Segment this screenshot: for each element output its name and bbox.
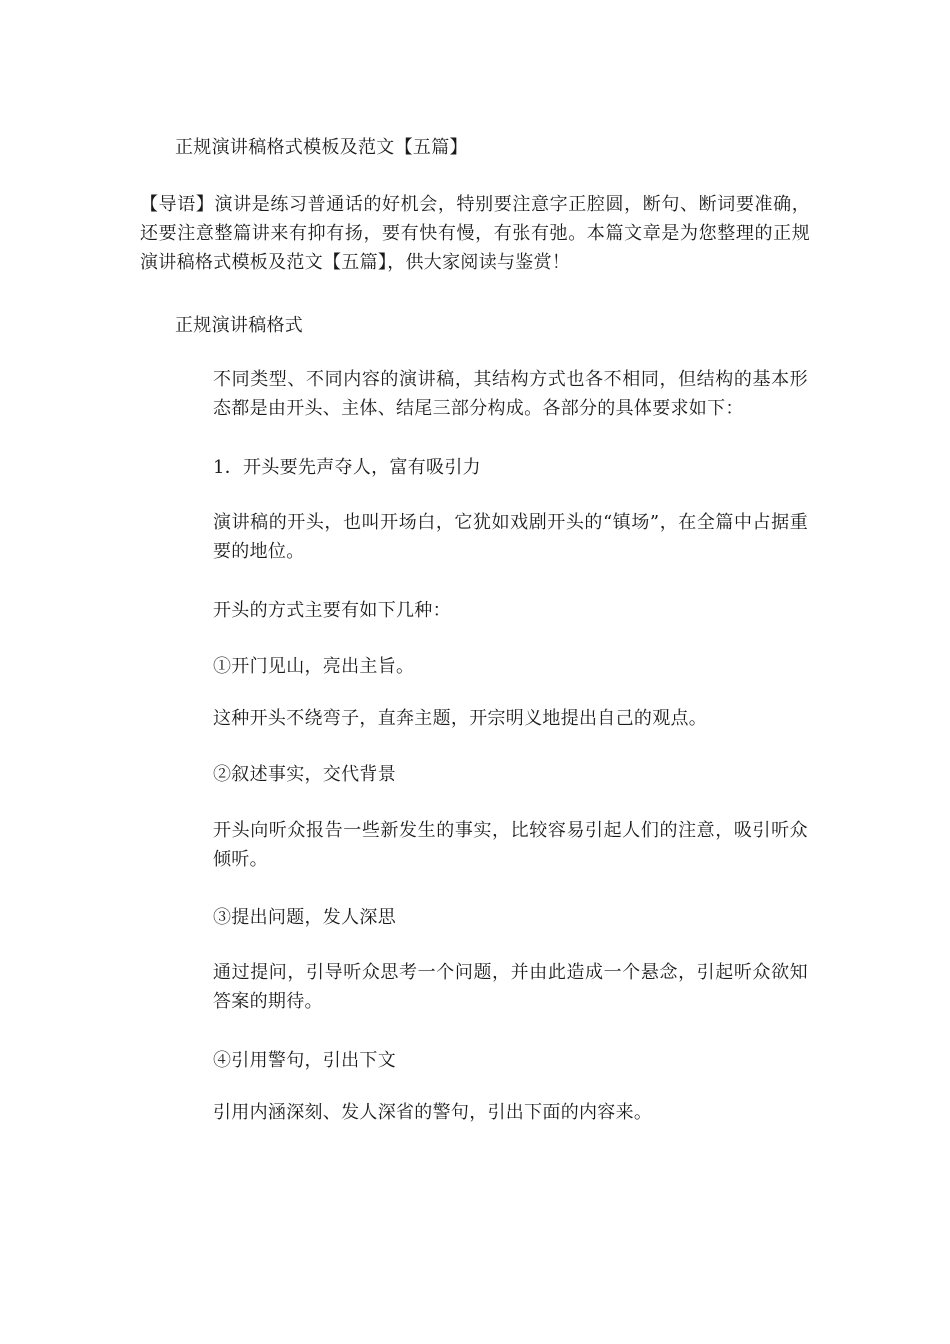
list-item: ④引用警句，引出下文	[213, 1050, 396, 1071]
body-paragraph: 引用内涵深刻、发人深省的警句，引出下面的内容来。	[213, 1102, 653, 1123]
list-heading: 1．开头要先声夺人，富有吸引力	[213, 457, 481, 478]
list-item: ②叙述事实，交代背景	[213, 764, 396, 785]
body-paragraph: 这种开头不绕弯子，直奔主题，开宗明义地提出自己的观点。	[213, 708, 708, 729]
document-title: 正规演讲稿格式模板及范文【五篇】	[175, 137, 468, 158]
list-item: ①开门见山，亮出主旨。	[213, 656, 415, 677]
list-item: ③提出问题，发人深思	[213, 907, 396, 928]
body-paragraph: 通过提问，引导听众思考一个问题，并由此造成一个悬念，引起听众欲知答案的期待。	[213, 962, 808, 1012]
body-paragraph: 开头的方式主要有如下几种：	[213, 600, 451, 621]
body-paragraph: 不同类型、不同内容的演讲稿，其结构方式也各不相同，但结构的基本形态都是由开头、主体、结尾三部分构成。各部分的具体要求如下：	[213, 369, 808, 419]
body-paragraph: 演讲稿的开头，也叫开场白，它犹如戏剧开头的“镇场”，在全篇中占据重要的地位。	[213, 512, 808, 562]
section-heading: 正规演讲稿格式	[175, 315, 304, 336]
intro-paragraph: 【导语】演讲是练习普通话的好机会，特别要注意字正腔圆，断句、断词要准确，还要注意整篇讲来有抑有扬，要有快有慢，有张有弛。本篇文章是为您整理的正规演讲稿格式模板及范文【五篇】，供大家阅读与鉴赏！	[140, 194, 810, 273]
body-paragraph: 开头向听众报告一些新发生的事实，比较容易引起人们的注意，吸引听众倾听。	[213, 820, 808, 870]
